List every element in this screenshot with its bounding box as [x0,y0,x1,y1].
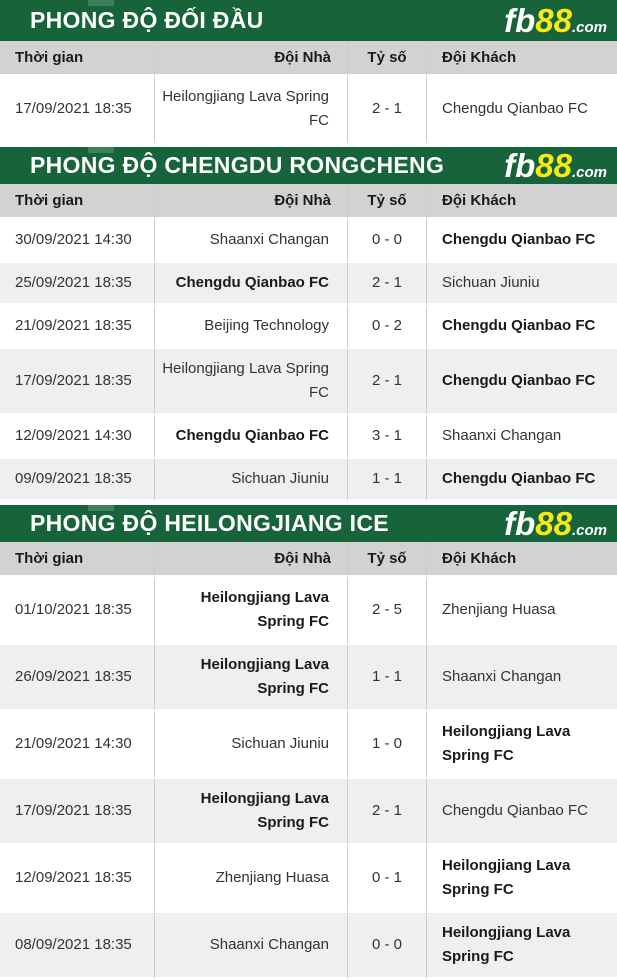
match-score: 0 - 2 [348,306,427,349]
match-time: 21/09/2021 18:35 [0,306,155,349]
match-score: 2 - 1 [348,779,427,846]
fb88-logo-88: 88 [535,147,572,184]
table-header-row [0,41,617,77]
match-row [0,349,617,416]
fb88-logo-com: .com [571,522,607,539]
col-header-away: Đội Khách [427,41,617,77]
match-time: 01/10/2021 18:35 [0,578,155,645]
form-section [0,0,617,144]
home-team: Sichuan Jiuniu [155,459,348,502]
match-time: 17/09/2021 18:35 [0,779,155,846]
table-header [0,41,617,77]
match-row [0,77,617,144]
home-team: Heilongjiang Lava Spring FC [155,645,348,712]
away-team: Sichuan Jiuniu [427,263,617,306]
home-team: Heilongjiang Lava Spring FC [155,77,348,144]
matches-table [0,184,617,502]
table-body [0,220,617,502]
home-team: Shaanxi Changan [155,913,348,980]
match-time: 26/09/2021 18:35 [0,645,155,712]
col-header-time: Thời gian [0,542,155,578]
section-header [0,147,617,184]
match-row [0,306,617,349]
away-team: Chengdu Qianbao FC [427,459,617,502]
match-time: 25/09/2021 18:35 [0,263,155,306]
col-header-time: Thời gian [0,41,155,77]
match-time: 17/09/2021 18:35 [0,77,155,144]
fb88-logo-fb: fb [504,505,536,542]
away-team: Heilongjiang Lava Spring FC [427,846,617,913]
match-score: 0 - 1 [348,846,427,913]
match-score: 2 - 1 [348,263,427,306]
home-team: Heilongjiang Lava Spring FC [155,349,348,416]
table-header [0,184,617,220]
away-team: Chengdu Qianbao FC [427,779,617,846]
col-header-away: Đội Khách [427,542,617,578]
table-header-row [0,542,617,578]
match-row [0,712,617,779]
away-team: Heilongjiang Lava Spring FC [427,913,617,980]
match-row [0,913,617,980]
section-title: PHONG ĐỘ CHENGDU RONGCHENG [30,152,445,178]
match-score: 2 - 1 [348,77,427,144]
match-score: 3 - 1 [348,416,427,459]
match-time: 17/09/2021 18:35 [0,349,155,416]
match-score: 0 - 0 [348,913,427,980]
match-time: 09/09/2021 18:35 [0,459,155,502]
match-score: 1 - 0 [348,712,427,779]
fb88-logo[interactable] [504,4,607,37]
col-header-score: Tỷ số [348,542,427,578]
away-team: Chengdu Qianbao FC [427,349,617,416]
col-header-time: Thời gian [0,184,155,220]
match-score: 2 - 1 [348,349,427,416]
fb88-logo-com: .com [571,164,607,181]
home-team: Heilongjiang Lava Spring FC [155,779,348,846]
match-row [0,779,617,846]
col-header-home: Đội Nhà [155,41,348,77]
fb88-logo-com: .com [571,19,607,36]
section-header [0,505,617,542]
section-title: PHONG ĐỘ ĐỐI ĐẦU [30,7,264,33]
fb88-logo[interactable] [504,507,607,540]
match-score: 1 - 1 [348,459,427,502]
match-score: 0 - 0 [348,220,427,263]
home-team: Sichuan Jiuniu [155,712,348,779]
match-row [0,645,617,712]
col-header-score: Tỷ số [348,41,427,77]
match-score: 1 - 1 [348,645,427,712]
match-score: 2 - 5 [348,578,427,645]
home-team: Heilongjiang Lava Spring FC [155,578,348,645]
table-header-row [0,184,617,220]
match-row [0,846,617,913]
home-team: Chengdu Qianbao FC [155,416,348,459]
section-header [0,0,617,41]
match-row [0,578,617,645]
fb88-logo[interactable] [504,149,607,182]
form-section [0,505,617,980]
away-team: Heilongjiang Lava Spring FC [427,712,617,779]
away-team: Shaanxi Changan [427,416,617,459]
matches-table [0,542,617,980]
match-row [0,459,617,502]
home-team: Shaanxi Changan [155,220,348,263]
col-header-home: Đội Nhà [155,542,348,578]
fb88-logo-88: 88 [535,505,572,542]
col-header-score: Tỷ số [348,184,427,220]
match-time: 08/09/2021 18:35 [0,913,155,980]
match-time: 30/09/2021 14:30 [0,220,155,263]
away-team: Chengdu Qianbao FC [427,306,617,349]
matches-table [0,41,617,144]
home-team: Beijing Technology [155,306,348,349]
match-row [0,220,617,263]
match-time: 21/09/2021 14:30 [0,712,155,779]
match-row [0,416,617,459]
table-header [0,542,617,578]
col-header-home: Đội Nhà [155,184,348,220]
fb88-logo-fb: fb [504,147,536,184]
away-team: Zhenjiang Huasa [427,578,617,645]
fb88-logo-88: 88 [535,2,572,39]
form-section [0,147,617,502]
away-team: Chengdu Qianbao FC [427,220,617,263]
away-team: Chengdu Qianbao FC [427,77,617,144]
section-title: PHONG ĐỘ HEILONGJIANG ICE [30,510,389,536]
match-row [0,263,617,306]
col-header-away: Đội Khách [427,184,617,220]
match-time: 12/09/2021 18:35 [0,846,155,913]
home-team: Zhenjiang Huasa [155,846,348,913]
fb88-logo-fb: fb [504,2,536,39]
match-time: 12/09/2021 14:30 [0,416,155,459]
table-body [0,77,617,144]
away-team: Shaanxi Changan [427,645,617,712]
home-team: Chengdu Qianbao FC [155,263,348,306]
table-body [0,578,617,980]
